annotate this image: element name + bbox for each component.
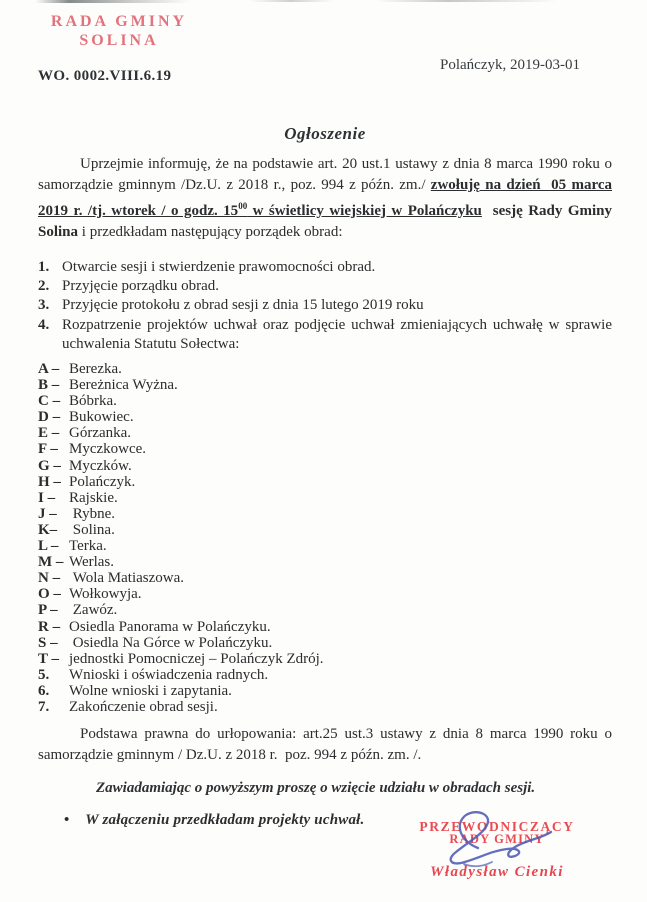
village-item-name: Wola Matiaszowa. bbox=[69, 570, 185, 587]
agenda-item bbox=[38, 277, 612, 296]
agenda-item bbox=[38, 316, 612, 354]
signature-name: Władysław Cienki bbox=[430, 864, 564, 880]
village-item-letter: F – bbox=[38, 441, 58, 458]
village-item-name: Bóbrka. bbox=[69, 393, 117, 410]
village-item bbox=[38, 522, 612, 538]
bullet-icon: • bbox=[64, 812, 70, 829]
village-item bbox=[38, 361, 612, 377]
village-item-name: Polańczyk. bbox=[69, 473, 136, 490]
village-item-name: Rybne. bbox=[69, 505, 116, 522]
agenda-item-number: 4. bbox=[38, 316, 50, 333]
village-item bbox=[38, 441, 612, 457]
village-item bbox=[38, 409, 612, 425]
village-item bbox=[38, 506, 612, 522]
village-item-letter: E – bbox=[38, 425, 60, 442]
scan-artifact bbox=[35, 0, 190, 3]
village-item-letter: H – bbox=[38, 473, 61, 490]
intro-regular-start: Uprzejmie informuję, że na podstawie art. 20 ust.1 ustawy z dnia 8 marca 1990 roku o samorządzie gminnym /Dz.U. z 2018 r., poz. 994 z późn. zm./ bbox=[38, 156, 612, 193]
village-item bbox=[38, 554, 612, 570]
village-item bbox=[38, 635, 612, 651]
agenda-item-text: Przyjęcie protokołu z obrad sesji z dnia 15 lutego 2019 roku bbox=[62, 297, 424, 314]
legal-basis-paragraph: Podstawa prawna do urłopowania: art.25 ust.3 ustawy z dnia 8 marca 1990 roku o samorządzie gminnym / Dz.U. z 2018 r. poz. 994 z późn. zm. /. bbox=[38, 726, 612, 763]
agenda-item bbox=[38, 296, 612, 315]
village-item bbox=[38, 425, 612, 441]
agenda-item-number: 6. bbox=[38, 682, 50, 699]
scan-artifact bbox=[375, 0, 558, 2]
signature-block bbox=[392, 820, 602, 881]
agenda-item-number: 7. bbox=[38, 698, 50, 715]
stamp-line-1: RADA GMINY bbox=[50, 13, 188, 30]
village-item bbox=[38, 377, 612, 393]
village-item-name: Bukowiec. bbox=[69, 409, 134, 426]
reference-number: WO. 0002.VIII.6.19 bbox=[38, 68, 172, 84]
village-item bbox=[38, 602, 612, 618]
agenda-item-text: Otwarcie sesji i stwierdzenie prawomocności obrad. bbox=[62, 259, 376, 275]
village-item-letter: A – bbox=[38, 361, 60, 378]
village-item-name: Myczków. bbox=[69, 457, 132, 474]
village-item-letter: N – bbox=[38, 570, 61, 587]
village-item-letter: K– bbox=[38, 521, 58, 538]
intro-bold-underlined: zwołuję na dzień 05 marca 2019 r. /tj. wtorek / o godz. $15^{00}$ w świetlicy wiejskiej w Polańczyku bbox=[38, 177, 612, 219]
village-list bbox=[38, 361, 612, 667]
agenda-item-text: Zakończenie obrad sesji. bbox=[69, 698, 218, 715]
village-item bbox=[38, 393, 612, 409]
village-item bbox=[38, 619, 612, 635]
agenda-item-text: Wolne wnioski i zapytania. bbox=[69, 682, 232, 699]
scan-artifact bbox=[249, 0, 333, 2]
village-item-letter: B – bbox=[38, 377, 60, 394]
time-superscript: 00 bbox=[238, 201, 248, 211]
village-item-letter: G – bbox=[38, 457, 61, 474]
village-item-letter: O – bbox=[38, 586, 61, 603]
signature-stamp-subtitle: RADY GMINY bbox=[449, 832, 545, 846]
village-item-letter: I – bbox=[38, 489, 56, 506]
village-item bbox=[38, 586, 612, 602]
notice-line: Zawiadamiając o powyższym proszę o wzięcie udziału w obradach sesji. bbox=[96, 780, 536, 797]
agenda-item-number: 2. bbox=[38, 278, 50, 295]
village-item-letter: J – bbox=[38, 505, 57, 522]
village-item bbox=[38, 651, 612, 667]
agenda-item-text: Przyjęcie porządku obrad. bbox=[62, 278, 220, 295]
stamp-line-2: SOLINA bbox=[79, 32, 159, 49]
village-item bbox=[38, 570, 612, 586]
village-item-letter: M – bbox=[38, 554, 64, 571]
village-item-name: Bereżnica Wyżna. bbox=[69, 377, 178, 394]
agenda-item bbox=[38, 699, 612, 715]
village-item-name: Osiedla Na Górce w Polańczyku. bbox=[69, 634, 273, 651]
village-item bbox=[38, 474, 612, 490]
agenda-item-number: 5. bbox=[38, 666, 50, 683]
document-title: Ogłoszenie bbox=[284, 124, 366, 143]
village-item-name: Górzanka. bbox=[69, 425, 132, 442]
village-item-letter: C – bbox=[38, 393, 61, 410]
agenda-item-text: Rozpatrzenie projektów uchwał oraz podjęcie uchwał zmieniających uchwałę w sprawie uchwalenia Statutu Sołectwa: bbox=[62, 316, 612, 352]
agenda-item-number: 3. bbox=[38, 297, 50, 314]
village-item-name: Solina. bbox=[69, 521, 115, 538]
agenda-closing-list bbox=[38, 667, 612, 715]
village-item-letter: R – bbox=[38, 618, 61, 635]
village-item-name: Osiedla Panorama w Polańczyku. bbox=[69, 618, 271, 635]
signature-stamp-title: PRZEWODNICZĄCY bbox=[419, 819, 575, 834]
agenda-list bbox=[38, 258, 612, 354]
village-item-name: jednostki Pomocniczej – Polańczyk Zdrój. bbox=[69, 650, 324, 667]
village-item-letter: L – bbox=[38, 538, 59, 555]
village-item-name: Werlas. bbox=[69, 554, 115, 571]
agenda-item bbox=[38, 258, 612, 277]
intro-regular-end: i przedkładam następujący porządek obrad: bbox=[78, 224, 343, 240]
village-item bbox=[38, 458, 612, 474]
village-item-name: Rajskie. bbox=[69, 489, 118, 506]
village-item bbox=[38, 490, 612, 506]
village-item-name: Zawóz. bbox=[69, 602, 118, 619]
agenda-item bbox=[38, 683, 612, 699]
document-body bbox=[38, 124, 612, 829]
village-item-letter: D – bbox=[38, 409, 61, 426]
intro-bold: sesję Rady Gminy Solina bbox=[38, 203, 612, 240]
village-item-name: Wołkowyja. bbox=[69, 586, 142, 603]
village-item-name: Berezka. bbox=[69, 361, 122, 378]
council-header-stamp bbox=[26, 12, 212, 50]
signature-ink bbox=[420, 808, 575, 870]
village-item-letter: S – bbox=[38, 634, 58, 651]
dateline: Polańczyk, 2019-03-01 bbox=[440, 57, 580, 73]
intro-paragraph bbox=[38, 154, 612, 243]
agenda-item bbox=[38, 667, 612, 683]
agenda-item-number: 1. bbox=[38, 259, 50, 275]
village-item-name: Myczkowce. bbox=[69, 441, 147, 458]
village-item-letter: T – bbox=[38, 650, 59, 667]
village-item-name: Terka. bbox=[69, 538, 107, 555]
attachment-text: W załączeniu przedkładam projekty uchwał. bbox=[85, 812, 365, 829]
agenda-item-text: Wnioski i oświadczenia radnych. bbox=[69, 666, 269, 683]
village-item bbox=[38, 538, 612, 554]
village-item-letter: P – bbox=[38, 602, 58, 619]
